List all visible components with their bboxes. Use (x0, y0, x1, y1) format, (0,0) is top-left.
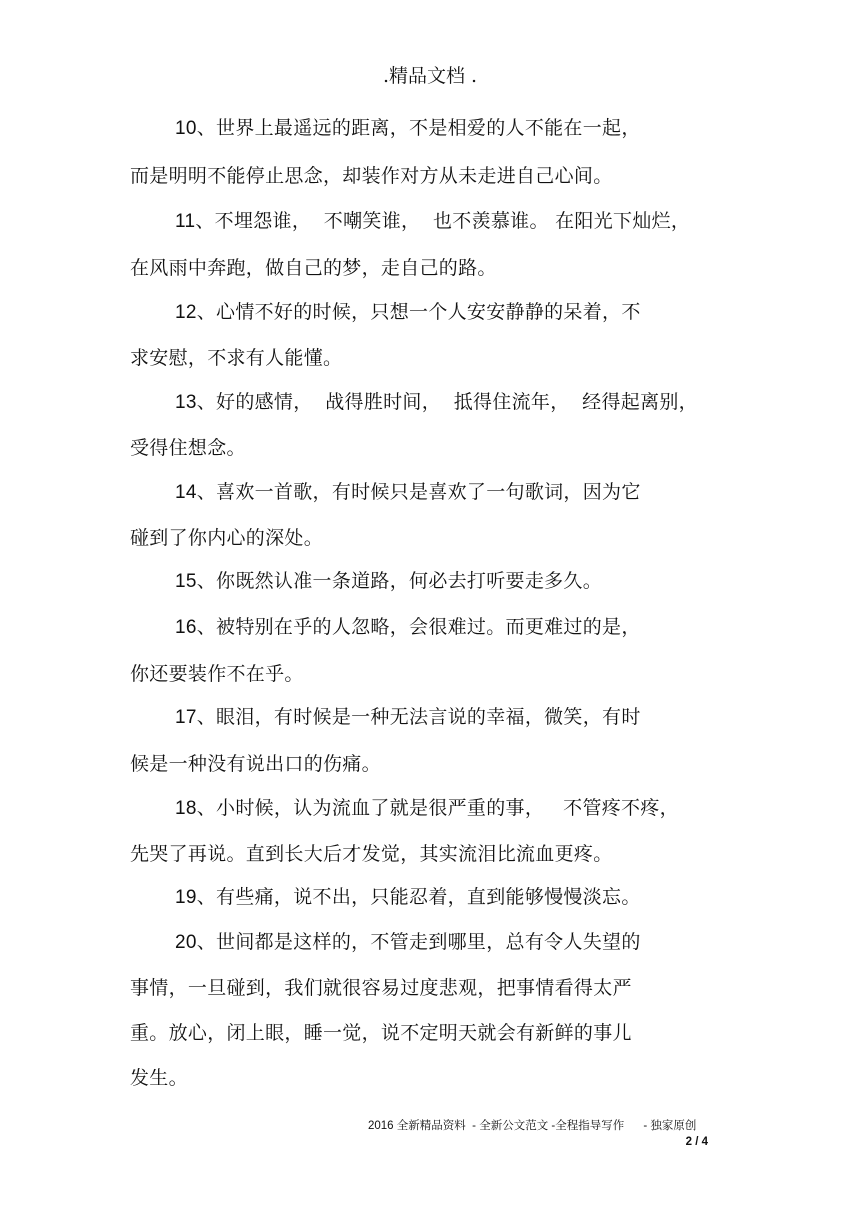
item-number: 12 (175, 302, 197, 323)
paragraph-11-line-2: 在风雨中奔跑，做自己的梦，走自己的路。 (130, 257, 497, 279)
paragraph-10-line-2: 而是明明不能停止思念，却装作对方从未走进自己心间。 (130, 165, 613, 187)
paragraph-11-line-1 (175, 207, 690, 236)
paragraph-12-line-2: 求安慰，不求有人能懂。 (130, 347, 343, 369)
line-text: 、世间都是这样的，不管走到哪里，总有令人失望的 (196, 931, 641, 953)
line-text: 、世界上最遥远的距离，不是相爱的人不能在一起， (196, 117, 641, 139)
paragraph-20-line-2: 事情，一旦碰到，我们就很容易过度悲观，把事情看得太严 (130, 977, 632, 999)
paragraph-12-line-1 (175, 298, 641, 327)
line-text: 、被特别在乎的人忽略，会很难过。而更难过的是， (196, 616, 641, 638)
paragraph-10-line-1 (175, 114, 641, 143)
page-header-title: .精品文档 . (382, 65, 478, 87)
paragraph-20-line-3: 重。放心，闭上眼，睡一觉，说不定明天就会有新鲜的事儿 (130, 1022, 632, 1044)
paragraph-17-line-1 (175, 703, 641, 732)
paragraph-14-line-2: 碰到了你内心的深处。 (130, 527, 324, 549)
paragraph-13-line-2: 受得住想念。 (130, 437, 246, 459)
item-number: 16 (175, 617, 197, 638)
paragraph-15-line-1 (175, 567, 602, 596)
paragraph-19-line-1 (175, 883, 641, 912)
line-text: 、不埋怨谁， 不嘲笑谁， 也不羡慕谁。 在阳光下灿烂， (195, 210, 691, 232)
paragraph-14-line-1 (175, 478, 641, 507)
paragraph-20-line-4: 发生。 (130, 1067, 188, 1089)
line-text: 、心情不好的时候，只想一个人安安静静的呆着，不 (196, 301, 641, 323)
item-number: 17 (175, 707, 197, 728)
line-text: 、有些痛，说不出，只能忍着，直到能够慢慢淡忘。 (196, 886, 641, 908)
line-text: 、好的感情， 战得胜时间， 抵得住流年， 经得起离别， (196, 391, 698, 413)
item-number: 11 (175, 211, 196, 232)
paragraph-18-line-2: 先哭了再说。直到长大后才发觉，其实流泪比流血更疼。 (130, 843, 613, 865)
item-number: 15 (175, 571, 197, 592)
item-number: 18 (175, 798, 197, 819)
line-text: 、眼泪，有时候是一种无法言说的幸福，微笑，有时 (196, 706, 641, 728)
paragraph-13-line-1 (175, 388, 698, 417)
item-number: 10 (175, 118, 197, 139)
item-number: 14 (175, 482, 197, 503)
paragraph-17-line-2: 候是一种没有说出口的伤痛。 (130, 753, 381, 775)
paragraph-16-line-2: 你还要装作不在乎。 (130, 663, 304, 685)
item-number: 19 (175, 887, 197, 908)
item-number: 13 (175, 392, 197, 413)
paragraph-20-line-1 (175, 928, 641, 957)
line-text: 、你既然认准一条道路，何必去打听要走多久。 (196, 570, 603, 592)
footer-text: 2016 全新精品资料 - 全新公文范文 -全程指导写作 - 独家原创 (368, 1120, 697, 1132)
item-number: 20 (175, 932, 197, 953)
line-text: 、小时候，认为流血了就是很严重的事， 不管疼不疼， (196, 797, 679, 819)
paragraph-18-line-1 (175, 794, 679, 823)
paragraph-16-line-1 (175, 613, 641, 642)
line-text: 、喜欢一首歌，有时候只是喜欢了一句歌词，因为它 (196, 481, 641, 503)
page-number: 2 / 4 (685, 1136, 708, 1148)
